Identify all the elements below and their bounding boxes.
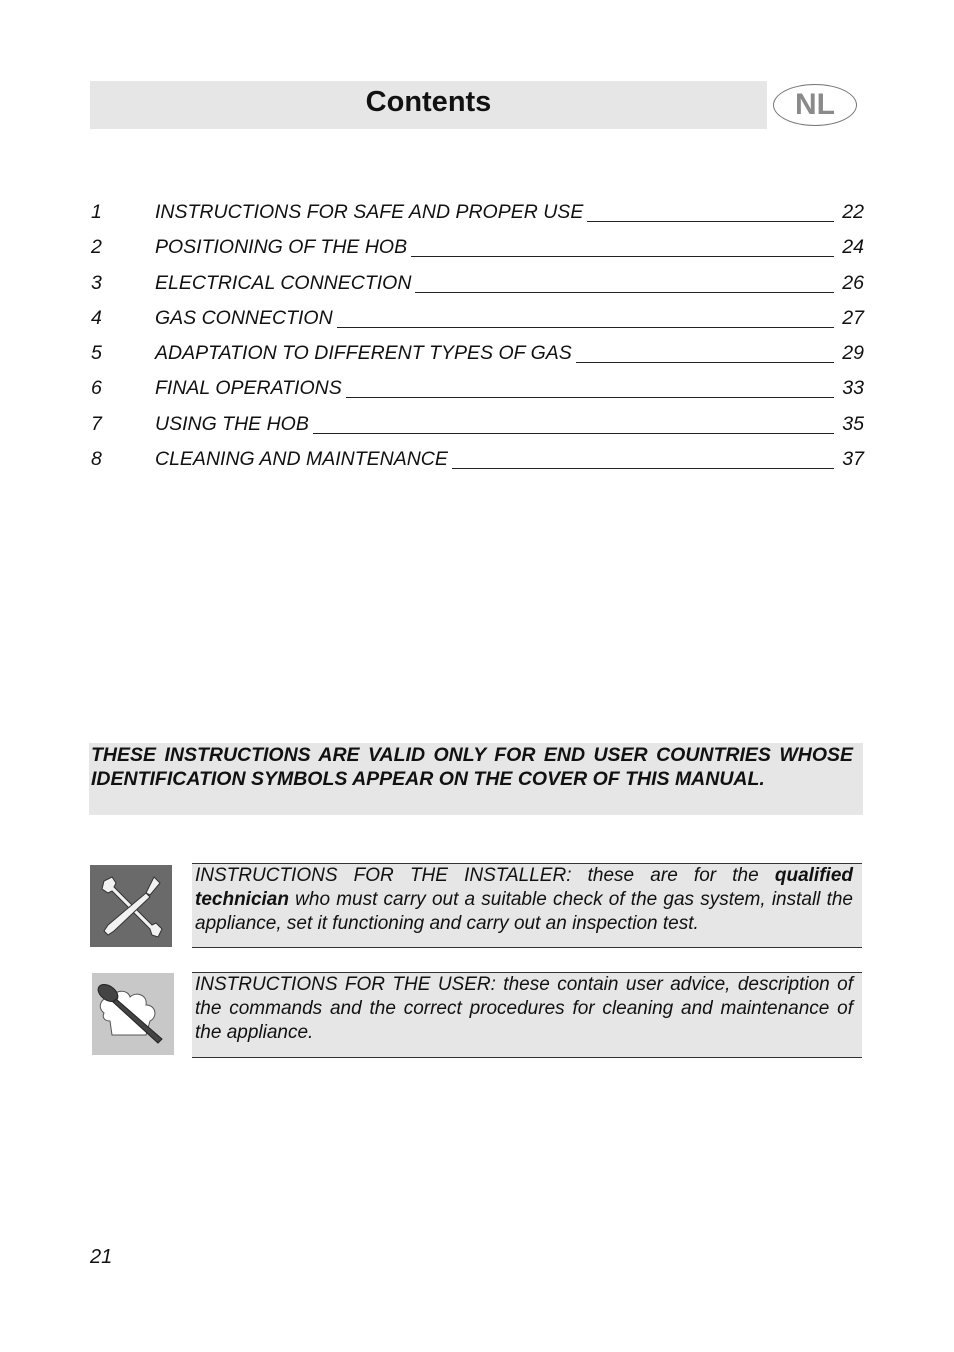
- toc-number: 2: [91, 236, 102, 259]
- toc-number: 5: [91, 342, 102, 365]
- toc-page: 24: [842, 236, 864, 259]
- table-of-contents: [91, 197, 864, 479]
- toc-label: GAS CONNECTION: [155, 303, 337, 333]
- toc-label: USING THE HOB: [155, 409, 313, 439]
- installer-text-bold: qualified technician: [195, 865, 853, 910]
- installer-text-lead: INSTRUCTIONS FOR THE INSTALLER: these are for the: [195, 865, 775, 886]
- toc-page: 37: [842, 448, 864, 471]
- toc-entry[interactable]: [91, 373, 864, 408]
- installer-instructions: [192, 863, 862, 948]
- user-instructions: [192, 972, 862, 1058]
- validity-notice-text: THESE INSTRUCTIONS ARE VALID ONLY FOR END USER COUNTRIES WHOSE IDENTIFICATION SYMBOLS APPEAR ON THE COVER OF THIS MANUAL.: [91, 744, 853, 790]
- toc-label: ELECTRICAL CONNECTION: [155, 268, 415, 298]
- chef-spoon-icon: [92, 973, 174, 1055]
- toc-page: 29: [842, 342, 864, 365]
- toc-entry[interactable]: [91, 338, 864, 373]
- toc-label: FINAL OPERATIONS: [155, 373, 346, 403]
- toc-number: 8: [91, 448, 102, 471]
- language-badge: NL: [773, 84, 857, 126]
- installer-text: [192, 864, 862, 936]
- toc-number: 1: [91, 201, 102, 223]
- validity-notice: [89, 743, 863, 815]
- title-bar: [90, 81, 767, 129]
- toc-label: CLEANING AND MAINTENANCE: [155, 444, 452, 474]
- page-number: 21: [90, 1246, 113, 1268]
- toc-page: 22: [842, 201, 864, 223]
- toc-number: 6: [91, 377, 102, 400]
- toc-entry[interactable]: [91, 444, 864, 479]
- toc-page: 26: [842, 271, 864, 294]
- toc-page: 35: [842, 412, 864, 435]
- toc-label: POSITIONING OF THE HOB: [155, 232, 411, 262]
- toc-entry[interactable]: [91, 232, 864, 267]
- user-text: INSTRUCTIONS FOR THE USER: these contain user advice, description of the commands and the correct procedures for cleaning and maintenance of the appliance.: [195, 974, 853, 1043]
- toc-entry[interactable]: [91, 197, 864, 232]
- toc-number: 4: [91, 306, 102, 329]
- page-title: Contents: [365, 86, 492, 118]
- installer-text-rest: who must carry out a suitable check of the gas system, install the appliance, set it functioning and carry out an inspection test.: [195, 889, 853, 934]
- toc-number: 3: [91, 271, 102, 294]
- toc-label: ADAPTATION TO DIFFERENT TYPES OF GAS: [155, 338, 576, 368]
- toc-page: 33: [842, 377, 864, 400]
- toc-entry[interactable]: [91, 303, 864, 338]
- tools-icon: [90, 865, 172, 947]
- toc-page: 27: [842, 306, 864, 329]
- toc-entry[interactable]: [91, 268, 864, 303]
- toc-number: 7: [91, 412, 102, 435]
- toc-label: INSTRUCTIONS FOR SAFE AND PROPER USE: [155, 197, 587, 227]
- toc-entry[interactable]: [91, 409, 864, 444]
